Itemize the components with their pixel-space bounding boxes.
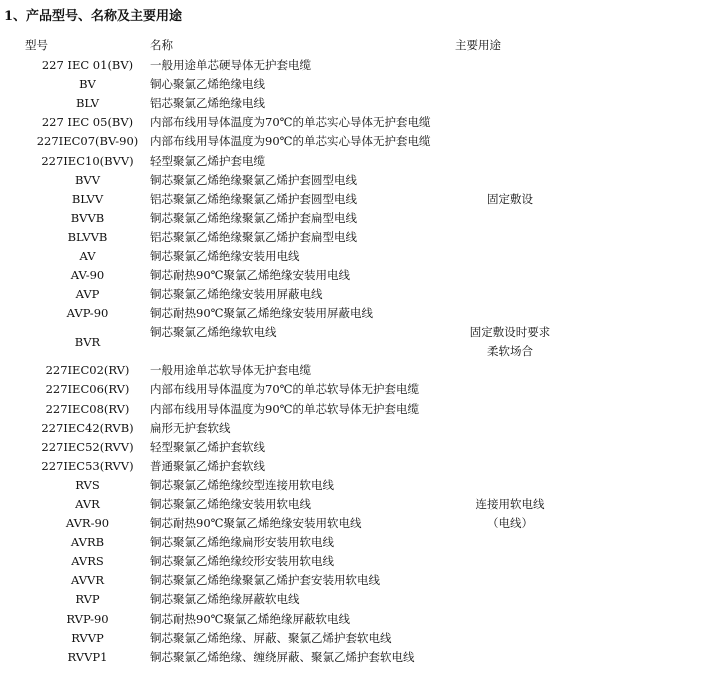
table-row [25, 361, 565, 380]
name-cell: 铜芯聚氯乙烯绝缘安装用软电线 [150, 497, 311, 512]
use-fixed-soft-line1: 固定敷设时要求 [469, 325, 551, 340]
use-connect-line2: （电线） [487, 516, 533, 531]
model-cell: AVP [75, 287, 100, 302]
name-cell: 铝芯聚氯乙烯绝缘聚氯乙烯护套圆型电线 [150, 191, 357, 206]
model-cell: 227IEC08(RV) [45, 401, 130, 416]
model-cell: RVVP [71, 630, 104, 645]
name-cell: 铜芯耐热90℃聚氯乙烯绝缘安装用软电线 [150, 516, 362, 531]
model-cell: BVVB [70, 210, 105, 225]
name-cell: 轻型聚氯乙烯护套电缆 [150, 153, 265, 168]
name-cell: 铜芯聚氯乙烯绝缘聚氯乙烯护套安装用软电线 [150, 573, 380, 588]
table-row [25, 75, 565, 94]
model-cell: BLVVB [67, 229, 108, 244]
use-fixed-label: 固定敷设 [487, 191, 533, 206]
model-cell: BVR [74, 334, 101, 349]
name-cell: 一般用途单芯硬导体无护套电缆 [150, 58, 311, 73]
model-cell: AVVR [70, 573, 104, 588]
model-cell: 227IEC06(RV) [45, 382, 130, 397]
use-cell-empty [455, 56, 565, 75]
table-row [25, 56, 565, 75]
product-table [25, 35, 565, 667]
use-connect-line1: 连接用软电线 [475, 497, 545, 512]
name-cell: 铜芯耐热90℃聚氯乙烯绝缘屏蔽软电线 [150, 611, 350, 626]
name-cell: 铜芯聚氯乙烯绝缘、屏蔽、聚氯乙烯护套软电线 [150, 630, 392, 645]
model-cell: BVV [74, 172, 101, 187]
name-cell: 内部布线用导体温度为70℃的单芯软导体无护套电缆 [150, 382, 419, 397]
model-cell: AVP-90 [66, 306, 109, 321]
use-cell [455, 75, 565, 323]
model-cell: RVS [75, 477, 100, 492]
name-cell: 铜心聚氯乙烯绝缘电线 [150, 77, 265, 92]
use-cell [455, 361, 565, 667]
name-cell: 铜芯聚氯乙烯绝缘安装用屏蔽电线 [150, 287, 323, 302]
model-cell: AV-90 [70, 268, 105, 283]
name-cell: 铜芯聚氯乙烯绝缘绞型连接用软电线 [150, 477, 334, 492]
model-cell: RVVP1 [67, 649, 108, 664]
name-cell: 轻型聚氯乙烯护套软线 [150, 439, 265, 454]
model-cell: AVRS [71, 554, 104, 569]
name-cell: 扁形无护套软线 [150, 420, 231, 435]
name-cell: 铜芯聚氯乙烯绝缘屏蔽软电线 [150, 592, 300, 607]
name-cell: 铜芯耐热90℃聚氯乙烯绝缘安装用电线 [150, 268, 350, 283]
model-cell: BLVV [71, 191, 104, 206]
name-cell: 一般用途单芯软导体无护套电缆 [150, 363, 311, 378]
name-cell: 铝芯聚氯乙烯绝缘聚氯乙烯护套扁型电线 [150, 229, 357, 244]
model-cell: AVRB [70, 535, 105, 550]
model-cell: 227IEC52(RVV) [41, 439, 134, 454]
model-cell: AV [79, 248, 96, 263]
model-cell: BLV [75, 96, 100, 111]
model-cell: 227IEC10(BVV) [41, 153, 134, 168]
model-cell: AVR [75, 497, 100, 512]
model-cell: 227IEC53(RVV) [41, 458, 134, 473]
model-cell: 227IEC42(RVB) [41, 420, 134, 435]
model-cell: RVP-90 [66, 611, 109, 626]
name-cell: 内部布线用导体温度为90℃的单芯实心导体无护套电缆 [150, 134, 431, 149]
name-cell: 铜芯聚氯乙烯绝缘、缠绕屏蔽、聚氯乙烯护套软电线 [150, 649, 415, 664]
model-cell: BV [79, 77, 96, 92]
name-cell: 普通聚氯乙烯护套软线 [150, 458, 265, 473]
name-cell: 内部布线用导体温度为70℃的单芯实心导体无护套电缆 [150, 115, 431, 130]
model-cell: RVP [75, 592, 100, 607]
column-header-model: 型号 [25, 38, 48, 52]
model-cell: 227IEC02(RV) [45, 363, 130, 378]
name-cell: 内部布线用导体温度为90℃的单芯软导体无护套电缆 [150, 401, 419, 416]
model-cell: 227 IEC 05(BV) [41, 115, 134, 130]
name-cell: 铜芯聚氯乙烯绝缘聚氯乙烯护套圆型电线 [150, 172, 357, 187]
model-cell: 227IEC07(BV-90) [36, 134, 139, 149]
column-header-use: 主要用途 [455, 38, 501, 52]
name-cell: 铜芯聚氯乙烯绝缘绞形安装用软电线 [150, 554, 334, 569]
use-cell [455, 323, 565, 361]
name-cell: 铜芯聚氯乙烯绝缘聚氯乙烯护套扁型电线 [150, 210, 357, 225]
name-cell: 铜芯耐热90℃聚氯乙烯绝缘安装用屏蔽电线 [150, 306, 373, 321]
name-cell: 铝芯聚氯乙烯绝缘电线 [150, 96, 265, 111]
model-cell: 227 IEC 01(BV) [41, 58, 134, 73]
section-heading: 1、产品型号、名称及主要用途 [4, 9, 183, 24]
model-cell: AVR-90 [65, 516, 110, 531]
name-cell: 铜芯聚氯乙烯绝缘软电线 [150, 325, 277, 340]
name-cell: 铜芯聚氯乙烯绝缘扁形安装用软电线 [150, 535, 334, 550]
name-cell: 铜芯聚氯乙烯绝缘安装用电线 [150, 248, 300, 263]
column-header-name: 名称 [150, 38, 173, 52]
table-row [25, 323, 565, 361]
use-fixed-soft-line2: 柔软场合 [487, 344, 533, 359]
table-header-row [25, 35, 565, 56]
